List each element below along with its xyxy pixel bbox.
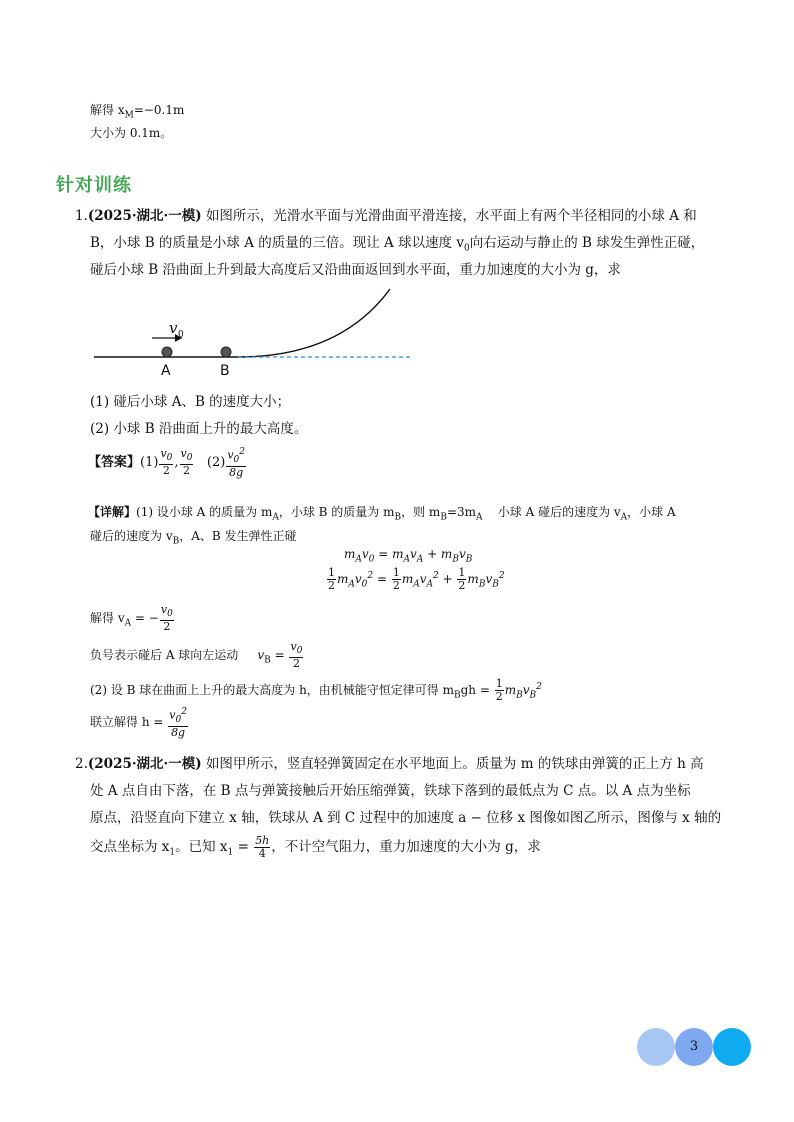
curved-surface: [238, 289, 390, 357]
solution-line: 大小为 0.1m。: [90, 126, 173, 140]
sub-question: (1) 碰后小球 A、B 的速度大小；: [90, 394, 291, 410]
energy-equation: $\frac{1}{2}$ $m_Av_0^2$ = $\frac{1}{2}$ $m_Av_A^2$ + $\frac{1}{2}$ $m_Bv_B^2$: [328, 566, 505, 592]
ball-b: [221, 347, 231, 357]
detail-line: 【详解】(1) 设小球 A 的质量为 $m_A$，小球 B 的质量为 $m_B$，则 $m_B=3m_A$ 小球 A 碰后的速度为 $v_A$，小球 A: [88, 505, 676, 523]
detail-line: (2) 设 B 球在曲面上上升的最大高度为 h，由机械能守恒定律可得 $m_Bgh$ = $\frac{1}{2}$ $m_Bv_B^2$: [90, 677, 542, 703]
collision-figure: [90, 283, 420, 383]
momentum-equation: $m_Av_0 = m_Av_A + m_Bv_B$: [344, 547, 473, 565]
detail-line: 联立解得 h = $\frac{v_0^2}{8g}$: [90, 707, 187, 739]
ball-a: [162, 347, 172, 357]
v0-label: v: [169, 319, 178, 337]
answer-line: 【答案】(1) $\frac{v_0}{2}$ , $\frac{v_0}{2}$ (2) $\frac{v_0^2}{8g}$: [88, 446, 245, 479]
section-title: 针对训练: [56, 175, 132, 196]
page-dot-decoration: [637, 1028, 675, 1066]
question-1-line: 1.(2025·湖北·一模) 如图所示，光滑水平面与光滑曲面平滑连接，水平面上有两个半径相同的小球 A 和: [75, 208, 697, 224]
question-2-line: 交点坐标为 $x_1$。已知 $x_1$ = $\frac{5h}{4}$ ，不计空气阻力，重力加速度的大小为 g，求: [90, 834, 541, 860]
detail-line: 负号表示碰后 A 球向左运动 $v_B$ = $\frac{v_0}{2}$: [90, 640, 303, 671]
detail-line: 解得 $v_A$ = − $\frac{v_0}{2}$: [90, 603, 173, 634]
page-dot-decoration: [713, 1028, 751, 1066]
page-number: 3: [675, 1028, 713, 1066]
solution-line: 解得 $x_M=-0.1m$: [90, 103, 185, 121]
question-1-line: B，小球 B 的质量是小球 A 的质量的三倍。现让 A 球以速度 $v_0$向右运动与静止的 B 球发生弹性正碰，: [90, 235, 705, 254]
question-2-line: 处 A 点自由下落，在 B 点与弹簧接触后开始压缩弹簧，铁球下落到的最低点为 C 点。以 A 点为坐标: [90, 783, 691, 799]
question-2-line: 2.(2025·湖北·一模) 如图甲所示，竖直轻弹簧固定在水平地面上。质量为 m 的铁球由弹簧的正上方 h 高: [75, 756, 704, 772]
label-b: B: [220, 363, 230, 379]
label-a: A: [161, 363, 171, 379]
detail-line: 碰后的速度为 $v_B$，A、B 发生弹性正碰: [90, 529, 297, 547]
question-1-line: 碰后小球 B 沿曲面上升到最大高度后又沿曲面返回到水平面，重力加速度的大小为 g，求: [90, 262, 621, 278]
v0-subscript: 0: [178, 330, 184, 340]
sub-question: (2) 小球 B 沿曲面上升的最大高度。: [90, 421, 308, 437]
question-2-line: 原点，沿竖直向下建立 x 轴，铁球从 A 到 C 过程中的加速度 a − 位移 x 图像如图乙所示，图像与 x 轴的: [90, 810, 722, 826]
